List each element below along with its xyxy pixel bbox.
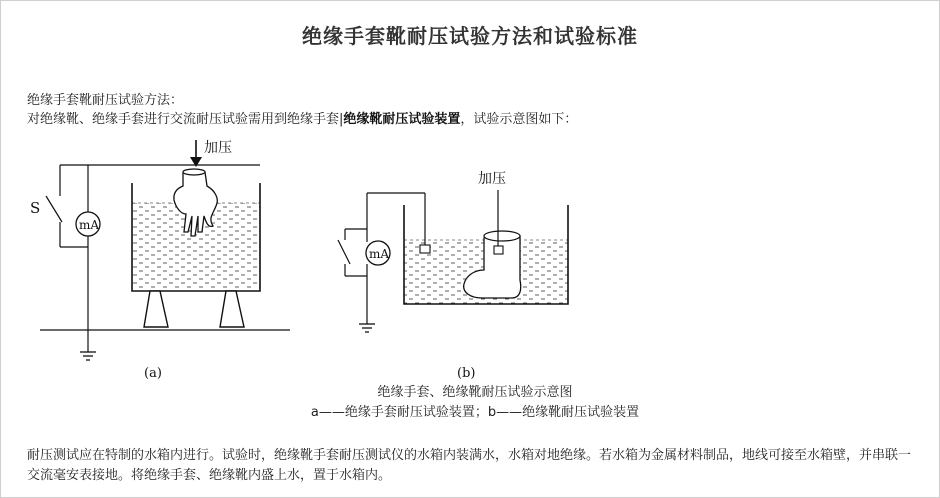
switch-a	[46, 196, 62, 222]
meter-label-b: mA	[369, 247, 390, 261]
pressure-label-a: 加压	[204, 140, 232, 156]
diagram-a	[30, 140, 290, 381]
label-a: (a)	[144, 366, 162, 381]
ground-icon-b	[359, 324, 375, 332]
electrode-tank	[420, 245, 430, 253]
figure-caption-legend: a——绝缘手套耐压试验装置；b——绝缘靴耐压试验装置	[310, 405, 640, 420]
device-link[interactable]: 绝缘靴耐压试验装置	[343, 112, 461, 127]
body-paragraph: 耐压测试应在特制的水箱内进行。试验时，绝缘靴手套耐压测试仪的水箱内装满水，水箱对地绝缘。若水箱为金属材料制品，地线可接至水箱壁，并串联一交流毫安表接地。将绝缘手套、绝缘靴内盛上水，置于水箱内。	[27, 448, 912, 483]
pressure-label-b: 加压	[478, 171, 506, 187]
switch-label: S	[30, 199, 41, 217]
switch-b	[338, 240, 350, 264]
figure-caption-title: 绝缘手套、绝缘靴耐压试验示意图	[377, 385, 573, 400]
tank-leg-left	[144, 291, 168, 327]
page-title: 绝缘手套靴耐压试验方法和试验标准	[302, 24, 638, 48]
intro-separator: |	[339, 112, 344, 127]
meter-label-a: mA	[79, 218, 100, 232]
intro-suffix: ，试验示意图如下：	[460, 112, 578, 127]
diagram-b	[338, 171, 568, 381]
tank-leg-right	[220, 291, 244, 327]
ground-icon-a	[80, 352, 96, 360]
intro-prefix: 对绝缘靴、绝缘手套进行交流耐压试验需用到绝缘手套	[27, 112, 340, 127]
electrode-inner	[494, 246, 503, 254]
section-heading: 绝缘手套靴耐压试验方法：	[27, 93, 184, 108]
label-b: (b)	[457, 366, 476, 381]
